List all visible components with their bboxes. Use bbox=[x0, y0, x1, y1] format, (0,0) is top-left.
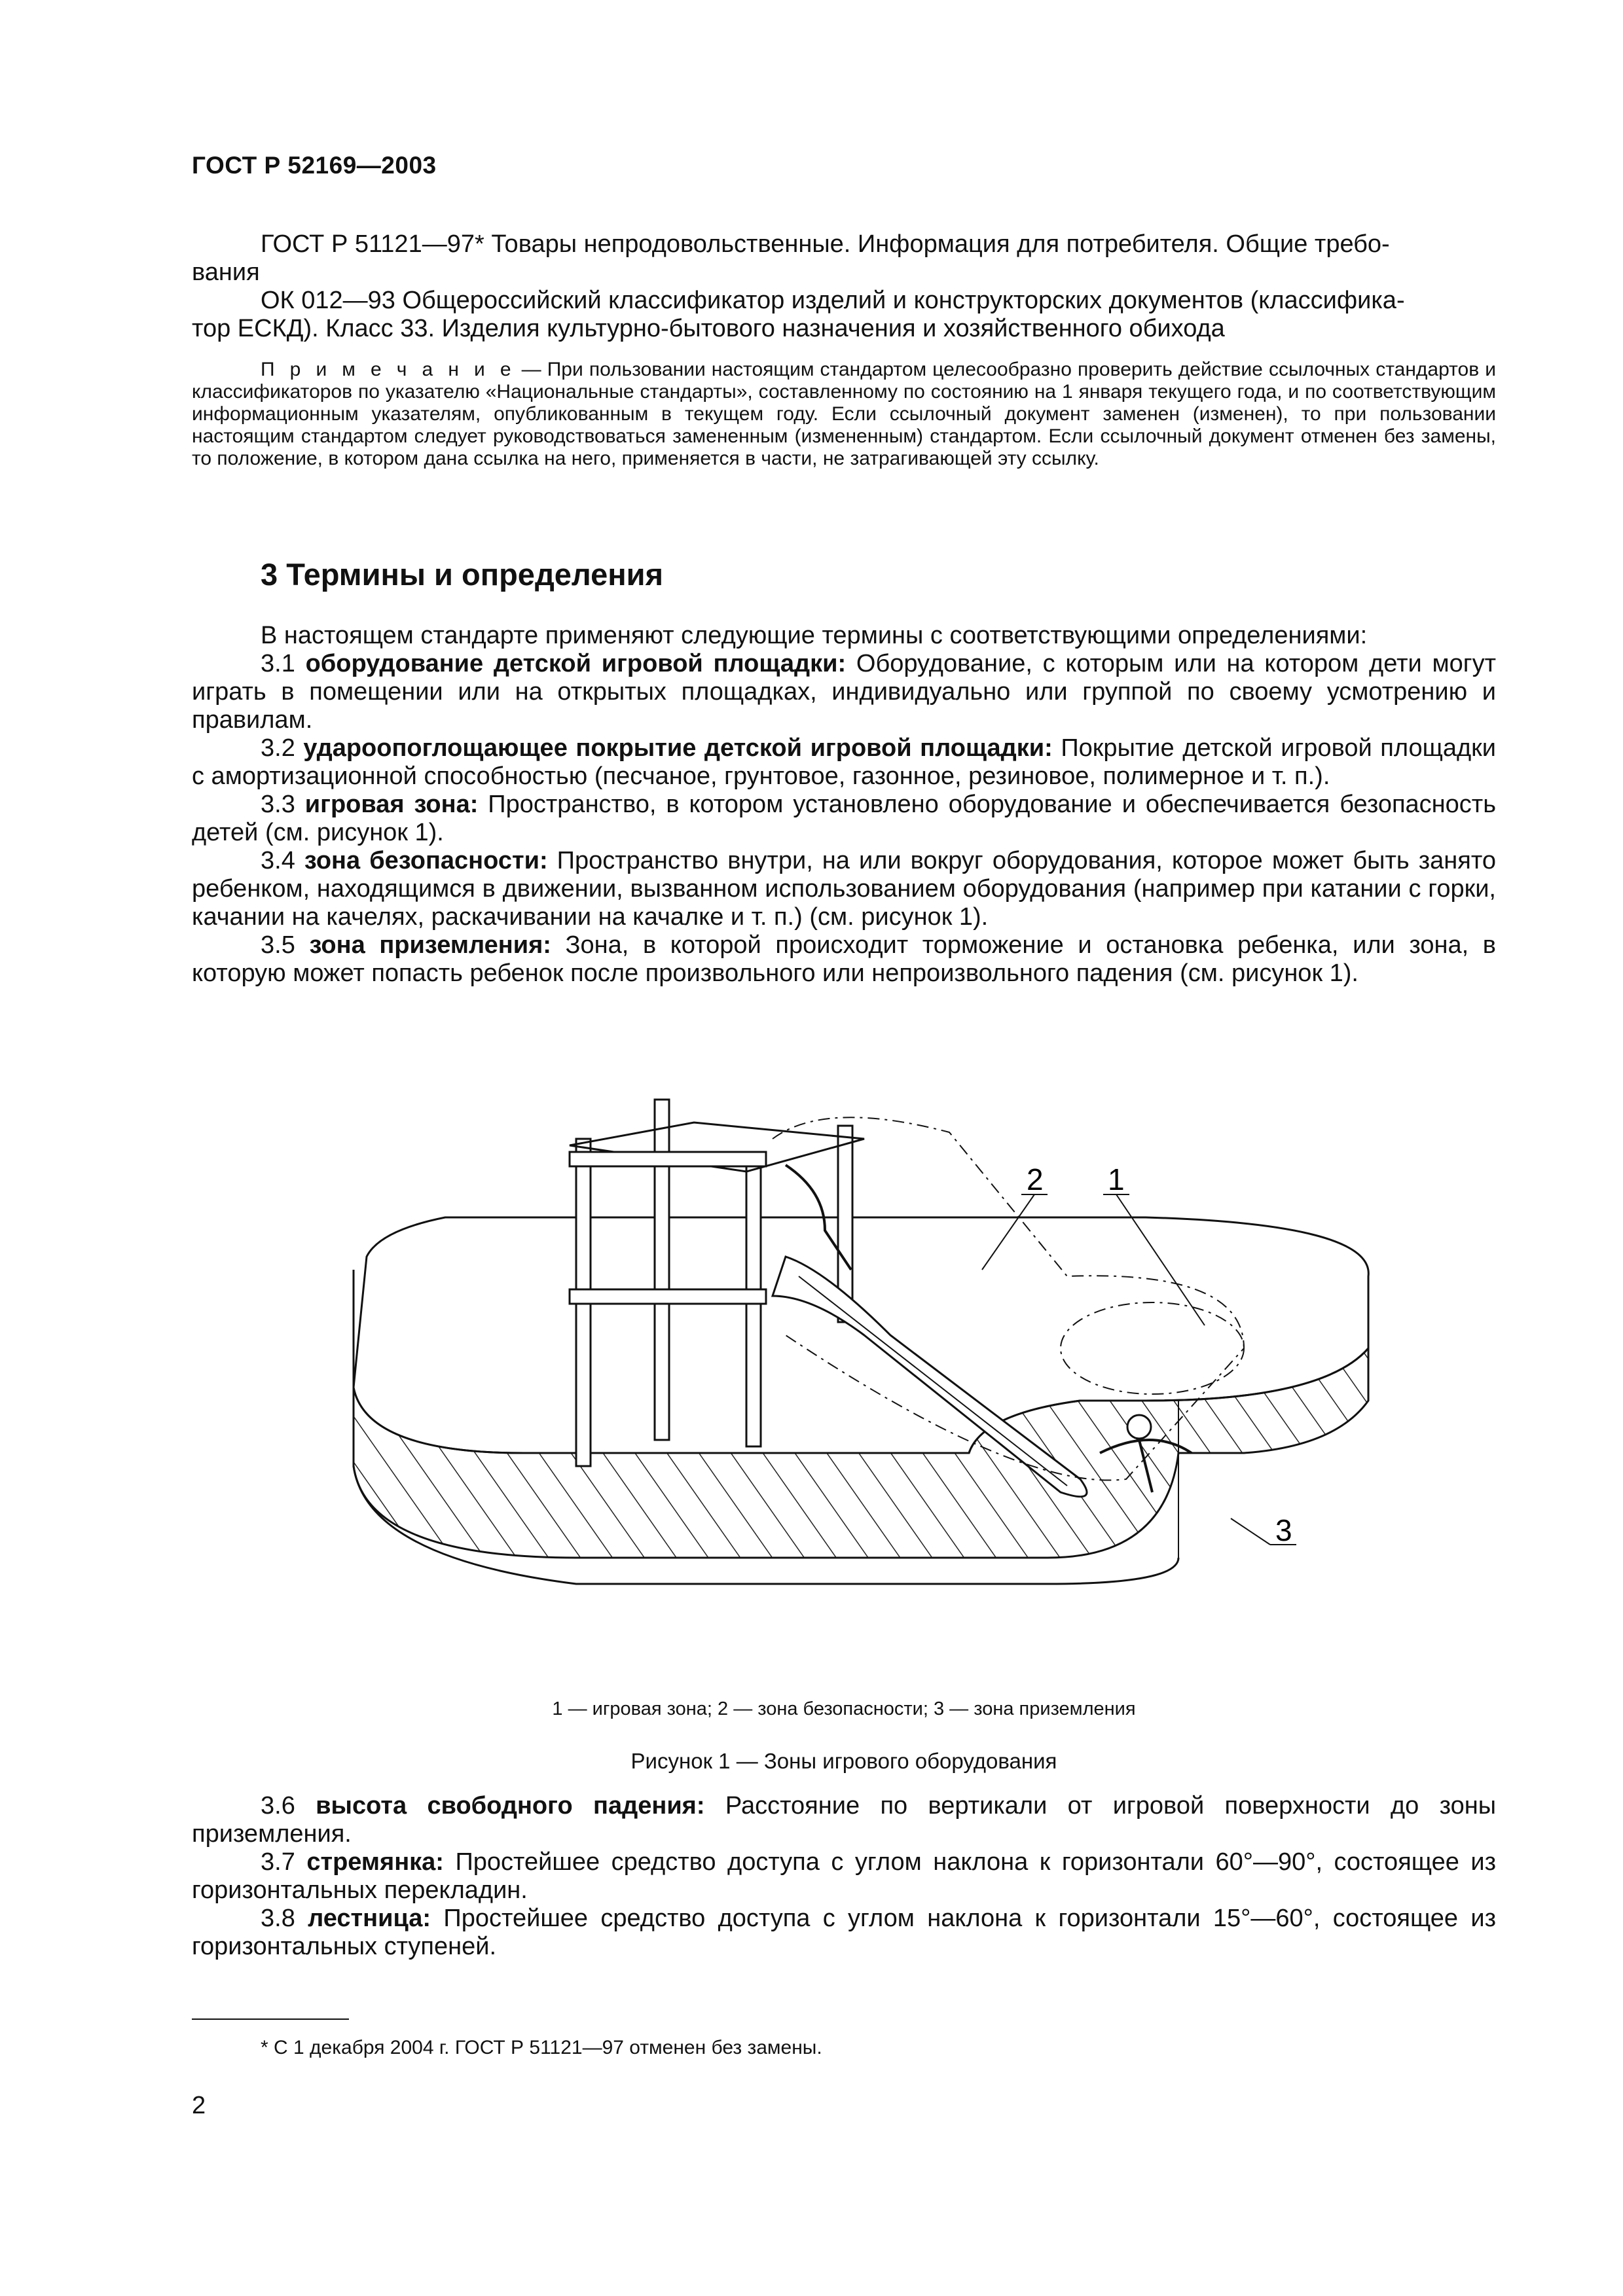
note-label: П р и м е ч а н и е bbox=[261, 359, 516, 380]
figure-label-3: 3 bbox=[1275, 1513, 1292, 1547]
term-name: зона приземления: bbox=[309, 931, 551, 959]
figure-caption: 1 — игровая зона; 2 — зона безопасности; 3 — зона приземления bbox=[552, 1698, 1136, 1719]
term-name: зона безопасности: bbox=[304, 847, 548, 874]
figure-label-1: 1 bbox=[1108, 1162, 1125, 1196]
term-item: 3.3 игровая зона: Пространство, в котором установлено оборудование и обеспечивается безопасность детей (см. рисунок 1). bbox=[192, 791, 1496, 846]
term-name: стремянка: bbox=[306, 1848, 444, 1876]
section-body bbox=[192, 622, 1496, 988]
section-body-continued bbox=[192, 1792, 1496, 1961]
document-header: ГОСТ Р 52169—2003 bbox=[192, 152, 437, 179]
term-item: 3.1 оборудование детской игровой площадки: Оборудование, с которым или на котором дети могут играть в помещении или на открытых площадках, индивидуально или группой по своему усмотрению и правилам. bbox=[192, 650, 1496, 734]
footnote: * С 1 декабря 2004 г. ГОСТ Р 51121—97 отменен без замены. bbox=[261, 2037, 822, 2058]
term-name: удароопоглощающее покрытие детской игровой площадки: bbox=[303, 734, 1053, 762]
term-item: 3.6 высота свободного падения: Расстояние по вертикали от игровой поверхности до зоны приземления. bbox=[192, 1792, 1497, 1848]
term-item: 3.8 лестница: Простейшее средство доступа с углом наклона к горизонтали 15°—60°, состоящее из горизонтальных ступеней. bbox=[192, 1905, 1496, 1960]
term-item: 3.2 удароопоглощающее покрытие детской игровой площадки: Покрытие детской игровой площадки с амортизационной способностью (песчаное, грунтовое, газонное, резиновое, полимерное и т. п.). bbox=[192, 734, 1496, 790]
term-item: 3.4 зона безопасности: Пространство внутри, на или вокруг оборудования, которое может быть занято ребенком, находящимся в движении, вызванном использованием оборудования (например при катании с горки, качании на качелях, раскачивании на качалке и т. п.) (см. рисунок 1). bbox=[192, 847, 1496, 931]
term-name: игровая зона: bbox=[304, 791, 479, 818]
figure-label-2: 2 bbox=[1027, 1162, 1044, 1196]
footnote-divider bbox=[192, 2018, 349, 2020]
note-paragraph bbox=[192, 359, 1496, 470]
page-number: 2 bbox=[192, 2092, 206, 2119]
term-name: лестница: bbox=[308, 1905, 431, 1932]
reference-list bbox=[192, 230, 1496, 343]
term-item: 3.5 зона приземления: Зона, в которой происходит торможение и остановка ребенка, или зона, в которую может попасть ребенок после произвольного или непроизвольного падения (см. рисунок 1). bbox=[192, 931, 1496, 987]
figure-drawing bbox=[327, 1060, 1388, 1702]
figure-play-zones bbox=[327, 1060, 1388, 1702]
reference-item: ГОСТ Р 51121—97* Товары непродовольственные. Информация для потребителя. Общие требо- вания bbox=[192, 230, 1390, 286]
figure-title: Рисунок 1 — Зоны игрового оборудования bbox=[630, 1749, 1057, 1773]
term-name: оборудование детской игровой площадки: bbox=[305, 650, 847, 677]
section-intro: В настоящем стандарте применяют следующие термины с соответствующими определениями: bbox=[261, 622, 1368, 649]
note-text: — При пользовании настоящим стандартом целесообразно проверить действие ссылочных стандартов и классификаторов по указателю «Национальные стандарты», составленному по состоянию на 1 января текущего года, и по соответствующим информационным указателям, опубликованным в текущем году. Если ссылочный документ заменен (изменен), то при пользовании настоящим стандартом следует руководствоваться замененным (измененным) стандартом. Если ссылочный документ отменен без замены, то положение, в котором дана ссылка на него, применяется в части, не затрагивающей эту ссылку. bbox=[192, 359, 1496, 469]
term-name: высота свободного падения: bbox=[316, 1792, 705, 1820]
section-heading: 3 Термины и определения bbox=[261, 557, 663, 592]
reference-item: ОК 012—93 Общероссийский классификатор изделий и конструкторских документов (классифика- тор ЕСКД). Класс 33. Изделия культурно-бытового назначения и хозяйственного обихода bbox=[192, 287, 1405, 342]
term-item: 3.7 стремянка: Простейшее средство доступа с углом наклона к горизонтали 60°—90°, состоящее из горизонтальных перекладин. bbox=[192, 1848, 1496, 1904]
